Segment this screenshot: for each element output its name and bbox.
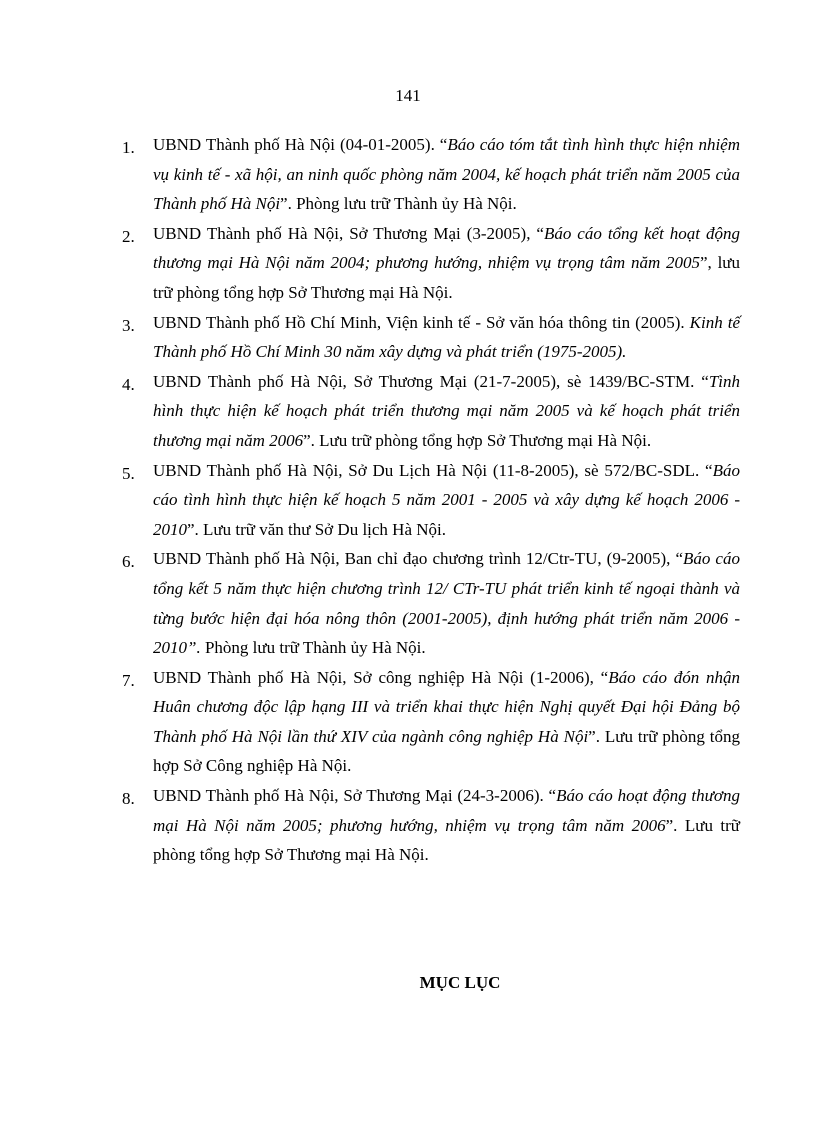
reference-source: UBND Thành phố Hà Nội, Sở Du Lịch Hà Nội (11-8-2005), sè 572/BC-SDL. “: [153, 460, 713, 480]
reference-number: 2.: [122, 226, 135, 246]
section-title: MỤC LỤC: [419, 973, 501, 992]
reference-archive: ”. Phòng lưu trữ Thành ủy Hà Nội.: [280, 194, 517, 214]
reference-archive: ”. Lưu trữ phòng tổng hợp Sở Thương mại Hà Nội.: [303, 430, 652, 450]
reference-source: UBND Thành phố Hà Nội, Sở Thương Mại (3-2005), “: [153, 223, 544, 243]
reference-list: [122, 130, 740, 870]
reference-item: [122, 130, 740, 219]
reference-item: [122, 308, 740, 367]
reference-archive: Phòng lưu trữ Thành ủy Hà Nội.: [200, 638, 426, 658]
reference-number: 8.: [122, 789, 135, 809]
reference-archive: ”. Lưu trữ văn thư Sở Du lịch Hà Nội.: [187, 519, 447, 539]
reference-title: Báo cáo tổng kết 5 năm thực hiện chương trình 12/ CTr-TU phát triển kinh tế ngoại thành và từng bước hiện đại hóa nông thôn (2001-2005), định hướng phát triển năm 2006 - 2010”.: [153, 549, 740, 658]
reference-number: 4.: [122, 374, 135, 394]
reference-title: Báo cáo hoạt động thương mại Hà Nội năm 2005; phương hướng, nhiệm vụ trọng tâm năm 2006: [153, 786, 740, 835]
reference-archive: ”. Lưu trữ phòng tổng hợp Sở Thương mại Hà Nội.: [153, 815, 740, 865]
reference-number: 7.: [122, 670, 135, 690]
reference-source: UBND Thành phố Hà Nội, Sở Thương Mại (21-7-2005), sè 1439/BC-STM. “: [153, 371, 709, 391]
reference-title: Tình hình thực hiện kế hoạch phát triển thương mại năm 2005 và kế hoạch phát triển thương mại năm 2006: [153, 371, 740, 450]
reference-source: UBND Thành phố Hà Nội (04-01-2005). “: [153, 135, 448, 154]
reference-item: [122, 663, 740, 781]
reference-number: 1.: [122, 138, 135, 157]
reference-item: [122, 219, 740, 308]
reference-archive: ”. Lưu trữ phòng tổng hợp Sở Công nghiệp Hà Nội.: [153, 726, 740, 776]
reference-item: [122, 781, 740, 870]
reference-item: [122, 367, 740, 456]
reference-title: Kinh tế Thành phố Hồ Chí Minh 30 năm xây dựng và phát triển (1975-2005).: [153, 312, 740, 362]
reference-archive: ”, lưu trữ phòng tổng hợp Sở Thương mại Hà Nội.: [153, 253, 741, 302]
reference-number: 6.: [122, 552, 135, 572]
reference-source: UBND Thành phố Hà Nội, Sở Thương Mại (24-3-2006). “: [153, 786, 557, 806]
reference-title: Báo cáo tổng kết hoạt động thương mại Hà Nội năm 2004; phương hướng, nhiệm vụ trọng tâm năm 2005: [153, 223, 740, 273]
reference-number: 3.: [122, 315, 135, 335]
reference-title: Báo cáo đón nhận Huân chương độc lập hạng III và triển khai thực hiện Nghị quyết Đại hội Đảng bộ Thành phố Hà Nội lần thứ XIV của ngành công nghiệp Hà Nội: [153, 667, 740, 746]
reference-title: Báo cáo tóm tắt tình hình thực hiện nhiệm vụ kinh tế - xã hội, an ninh quốc phòng năm 2004, kế hoạch phát triển năm 2005 của Thành phố Hà Nội: [153, 135, 740, 214]
reference-title: Báo cáo tình hình thực hiện kế hoạch 5 năm 2001 - 2005 và xây dựng kế hoạch 2006 - 2010: [153, 460, 740, 539]
reference-source: UBND Thành phố Hà Nội, Ban chỉ đạo chương trình 12/Ctr-TU, (9-2005), “: [153, 549, 683, 569]
page-number: 141: [395, 86, 421, 105]
reference-number: 5.: [122, 463, 135, 483]
reference-item: [122, 544, 740, 662]
reference-source: UBND Thành phố Hà Nội, Sở công nghiệp Hà Nội (1-2006), “: [153, 667, 609, 687]
reference-item: [122, 456, 740, 545]
reference-source: UBND Thành phố Hồ Chí Minh, Viện kinh tế - Sở văn hóa thông tin (2005).: [153, 312, 690, 332]
